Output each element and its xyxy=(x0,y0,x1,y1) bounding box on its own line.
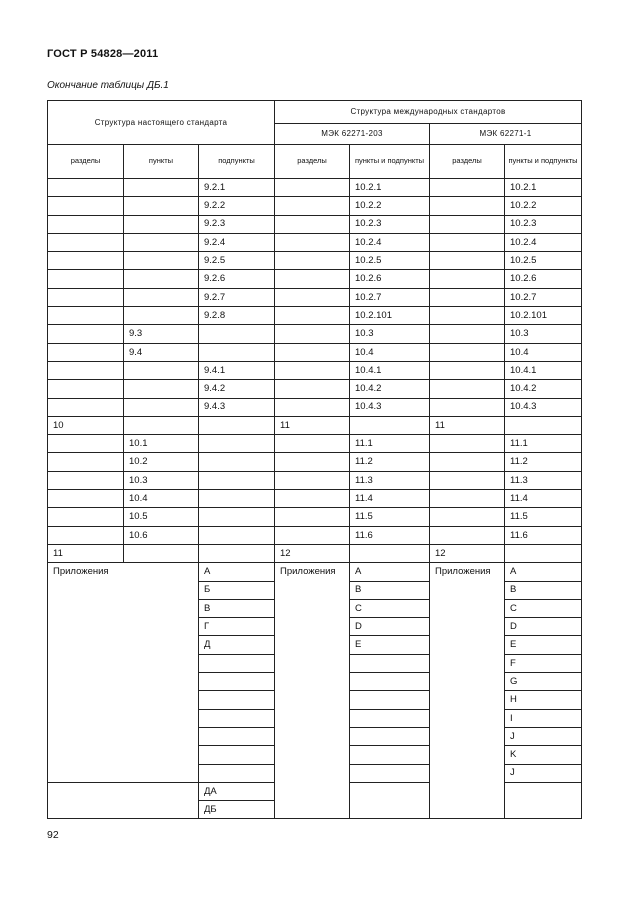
table-cell xyxy=(275,233,350,251)
table-cell xyxy=(48,252,124,270)
document-header: ГОСТ Р 54828—2011 xyxy=(47,48,159,60)
annex-iec-62271-203-item xyxy=(350,727,430,745)
table-cell xyxy=(275,215,350,233)
table-cell xyxy=(430,307,505,325)
table-cell: 10.4.1 xyxy=(350,361,430,379)
table-cell: 11.6 xyxy=(350,526,430,544)
table-cell xyxy=(430,233,505,251)
table-cell xyxy=(199,490,275,508)
table-cell xyxy=(430,325,505,343)
annex-iec-62271-1-item: H xyxy=(505,691,582,709)
table-cell xyxy=(430,490,505,508)
annex-national-item: В xyxy=(199,599,275,617)
table-row xyxy=(48,233,582,251)
table-cell xyxy=(430,197,505,215)
table-cell: 10.4.3 xyxy=(350,398,430,416)
annex-iec-62271-203-item xyxy=(350,673,430,691)
annex-iec-62271-1-item: K xyxy=(505,746,582,764)
header-international-structure: Структура международных стандартов xyxy=(275,101,582,124)
table-cell xyxy=(48,782,199,819)
annex-iec-62271-1-item: C xyxy=(505,599,582,617)
table-cell: 10.2.2 xyxy=(505,197,582,215)
table-cell xyxy=(124,544,199,562)
table-cell xyxy=(430,252,505,270)
table-cell xyxy=(275,270,350,288)
table-cell xyxy=(48,471,124,489)
annex-iec-62271-1-item xyxy=(505,782,582,819)
table-cell: 11.1 xyxy=(350,435,430,453)
table-cell: 10.3 xyxy=(350,325,430,343)
table-cell xyxy=(199,343,275,361)
table-cell: 10.4 xyxy=(505,343,582,361)
annex-iec-62271-203-item xyxy=(350,709,430,727)
table-cell xyxy=(124,179,199,197)
table-row xyxy=(48,197,582,215)
table-cell xyxy=(48,288,124,306)
table-cell: 12 xyxy=(275,544,350,562)
table-cell: 10.2.3 xyxy=(505,215,582,233)
annex-iec-62271-203-item: A xyxy=(350,563,430,581)
table-cell xyxy=(199,453,275,471)
table-cell: 11.3 xyxy=(505,471,582,489)
table-cell: 10.1 xyxy=(124,435,199,453)
table-cell xyxy=(48,453,124,471)
table-cell: 10.4.3 xyxy=(505,398,582,416)
table-cell: 10.2.1 xyxy=(350,179,430,197)
table-row xyxy=(48,508,582,526)
table-cell xyxy=(124,233,199,251)
table-cell: 10.2.5 xyxy=(350,252,430,270)
table-cell: 10.2.7 xyxy=(505,288,582,306)
table-row xyxy=(48,490,582,508)
table-cell: 9.4.1 xyxy=(199,361,275,379)
table-cell xyxy=(430,526,505,544)
table-cell: 10.3 xyxy=(505,325,582,343)
table-cell xyxy=(124,197,199,215)
table-cell: 11.1 xyxy=(505,435,582,453)
table-cell: 11.5 xyxy=(505,508,582,526)
page-number: 92 xyxy=(47,829,59,841)
table-cell xyxy=(430,215,505,233)
annex-national-item: Г xyxy=(199,618,275,636)
table-cell xyxy=(48,215,124,233)
table-cell xyxy=(275,361,350,379)
annex-iec-62271-203-item: B xyxy=(350,581,430,599)
table-cell xyxy=(430,288,505,306)
table-cell: 11.3 xyxy=(350,471,430,489)
col-header: разделы xyxy=(275,145,350,179)
annex-iec-62271-203-item xyxy=(350,691,430,709)
table-cell xyxy=(124,361,199,379)
col-header: пункты и подпункты xyxy=(350,145,430,179)
table-cell xyxy=(275,197,350,215)
col-header: подпункты xyxy=(199,145,275,179)
table-cell xyxy=(124,270,199,288)
table-cell: 10.4.1 xyxy=(505,361,582,379)
table-cell xyxy=(275,380,350,398)
table-cell xyxy=(430,380,505,398)
table-cell xyxy=(275,471,350,489)
table-cell: 10.2.3 xyxy=(350,215,430,233)
table-cell xyxy=(124,307,199,325)
table-row xyxy=(48,398,582,416)
table-cell: 11.5 xyxy=(350,508,430,526)
table-cell xyxy=(505,416,582,434)
table-cell xyxy=(275,508,350,526)
table-cell xyxy=(430,471,505,489)
table-cell: 10.4.2 xyxy=(505,380,582,398)
table-row xyxy=(48,270,582,288)
table-cell: 10.2.6 xyxy=(505,270,582,288)
table-cell: 11 xyxy=(48,544,124,562)
annex-iec-62271-203-item: D xyxy=(350,618,430,636)
annex-label-iec-62271-1: Приложения xyxy=(430,563,505,819)
annex-national-item xyxy=(199,654,275,672)
table-cell: 10.2.6 xyxy=(350,270,430,288)
annex-iec-62271-203-item xyxy=(350,782,430,819)
table-cell: 11.2 xyxy=(350,453,430,471)
table-cell: 10.2.101 xyxy=(505,307,582,325)
table-cell xyxy=(48,270,124,288)
col-header: разделы xyxy=(48,145,124,179)
table-cell xyxy=(199,325,275,343)
table-cell: 10 xyxy=(48,416,124,434)
table-row xyxy=(48,544,582,562)
annex-national-item: А xyxy=(199,563,275,581)
table-cell xyxy=(275,343,350,361)
table-cell xyxy=(199,508,275,526)
table-cell: 9.2.8 xyxy=(199,307,275,325)
table-cell xyxy=(350,544,430,562)
annex-iec-62271-1-item: D xyxy=(505,618,582,636)
annex-iec-62271-203-item xyxy=(350,654,430,672)
table-cell xyxy=(275,325,350,343)
table-cell: 10.2.101 xyxy=(350,307,430,325)
table-cell xyxy=(430,435,505,453)
table-cell xyxy=(48,179,124,197)
table-cell: 11 xyxy=(275,416,350,434)
table-cell xyxy=(199,435,275,453)
table-cell: 9.2.7 xyxy=(199,288,275,306)
annex-iec-62271-203-item: E xyxy=(350,636,430,654)
annex-national-item: ДБ xyxy=(199,801,275,819)
table-cell xyxy=(48,325,124,343)
table-cell xyxy=(430,508,505,526)
annex-iec-62271-203-item xyxy=(350,764,430,782)
table-cell: 10.2.7 xyxy=(350,288,430,306)
table-cell xyxy=(430,453,505,471)
table-cell xyxy=(48,526,124,544)
table-cell: 9.4.3 xyxy=(199,398,275,416)
correspondence-table xyxy=(47,100,582,819)
annex-national-item: ДА xyxy=(199,782,275,800)
table-cell xyxy=(275,453,350,471)
table-row xyxy=(48,416,582,434)
table-cell: 9.2.3 xyxy=(199,215,275,233)
annex-iec-62271-203-item: C xyxy=(350,599,430,617)
table-cell: 10.2.4 xyxy=(350,233,430,251)
table-cell xyxy=(48,508,124,526)
table-cell xyxy=(199,471,275,489)
annex-iec-62271-1-item: A xyxy=(505,563,582,581)
table-cell: 9.2.1 xyxy=(199,179,275,197)
table-cell: 10.2.5 xyxy=(505,252,582,270)
table-row xyxy=(48,252,582,270)
table-cell: 9.2.4 xyxy=(199,233,275,251)
table-row xyxy=(48,453,582,471)
table-cell xyxy=(430,361,505,379)
annex-iec-62271-1-item: I xyxy=(505,709,582,727)
annex-iec-62271-1-item: G xyxy=(505,673,582,691)
table-cell: 9.2.5 xyxy=(199,252,275,270)
table-cell xyxy=(430,179,505,197)
table-cell: 9.2.6 xyxy=(199,270,275,288)
table-cell xyxy=(430,398,505,416)
annex-iec-62271-1-item: J xyxy=(505,764,582,782)
table-cell xyxy=(124,215,199,233)
table-cell xyxy=(275,307,350,325)
table-cell xyxy=(48,343,124,361)
table-cell xyxy=(275,490,350,508)
table-row xyxy=(48,380,582,398)
table-row-annex xyxy=(48,563,582,581)
annex-national-item xyxy=(199,673,275,691)
annex-iec-62271-203-item xyxy=(350,746,430,764)
col-header: разделы xyxy=(430,145,505,179)
table-cell xyxy=(275,288,350,306)
table-cell xyxy=(124,416,199,434)
table-cell xyxy=(48,398,124,416)
header-iec-62271-203: МЭК 62271-203 xyxy=(275,124,430,145)
table-cell: 11.6 xyxy=(505,526,582,544)
annex-national-item: Д xyxy=(199,636,275,654)
table-cell: 9.4.2 xyxy=(199,380,275,398)
col-header: пункты xyxy=(124,145,199,179)
table-row xyxy=(48,361,582,379)
annex-iec-62271-1-item: E xyxy=(505,636,582,654)
table-cell: 10.4 xyxy=(124,490,199,508)
annex-iec-62271-1-item: B xyxy=(505,581,582,599)
annex-label-iec-62271-203: Приложения xyxy=(275,563,350,819)
table-cell xyxy=(430,343,505,361)
annex-label-national: Приложения xyxy=(48,563,199,783)
annex-national-item xyxy=(199,764,275,782)
table-row xyxy=(48,343,582,361)
table-caption: Окончание таблицы ДБ.1 xyxy=(47,80,169,91)
table-cell xyxy=(48,307,124,325)
table-cell: 11.2 xyxy=(505,453,582,471)
table-row xyxy=(48,471,582,489)
header-iec-62271-1: МЭК 62271-1 xyxy=(430,124,582,145)
annex-iec-62271-1-item: F xyxy=(505,654,582,672)
table-cell xyxy=(48,490,124,508)
table-cell: 10.2.2 xyxy=(350,197,430,215)
table-row xyxy=(48,179,582,197)
table-cell xyxy=(124,398,199,416)
table-cell xyxy=(199,544,275,562)
table-cell xyxy=(350,416,430,434)
annex-national-item xyxy=(199,709,275,727)
table-cell xyxy=(430,270,505,288)
table-cell: 9.4 xyxy=(124,343,199,361)
col-header: пункты и подпункты xyxy=(505,145,582,179)
table-row xyxy=(48,526,582,544)
table-cell xyxy=(48,361,124,379)
table-cell: 12 xyxy=(430,544,505,562)
table-cell xyxy=(505,544,582,562)
table-cell: 10.4.2 xyxy=(350,380,430,398)
table-row xyxy=(48,307,582,325)
table-cell xyxy=(275,526,350,544)
annex-national-item: Б xyxy=(199,581,275,599)
table-cell xyxy=(199,416,275,434)
table-cell xyxy=(275,435,350,453)
table-row xyxy=(48,215,582,233)
table-cell: 9.3 xyxy=(124,325,199,343)
table-cell: 10.2.4 xyxy=(505,233,582,251)
table-cell xyxy=(48,233,124,251)
table-cell xyxy=(48,197,124,215)
table-cell: 10.2.1 xyxy=(505,179,582,197)
annex-national-item xyxy=(199,691,275,709)
header-national-structure: Структура настоящего стандарта xyxy=(48,101,275,145)
table-cell: 11 xyxy=(430,416,505,434)
table-cell xyxy=(124,288,199,306)
annex-national-item xyxy=(199,746,275,764)
table-row xyxy=(48,435,582,453)
table-cell: 10.4 xyxy=(350,343,430,361)
table-cell: 11.4 xyxy=(350,490,430,508)
table-cell xyxy=(275,398,350,416)
annex-iec-62271-1-item: J xyxy=(505,727,582,745)
table-row xyxy=(48,288,582,306)
table-cell xyxy=(275,252,350,270)
table-cell xyxy=(124,380,199,398)
table-cell xyxy=(124,252,199,270)
table-cell: 10.3 xyxy=(124,471,199,489)
table-cell: 10.5 xyxy=(124,508,199,526)
table-cell: 10.6 xyxy=(124,526,199,544)
table-cell xyxy=(275,179,350,197)
table-cell: 9.2.2 xyxy=(199,197,275,215)
table-row xyxy=(48,325,582,343)
annex-national-item xyxy=(199,727,275,745)
table-cell: 11.4 xyxy=(505,490,582,508)
table-cell xyxy=(48,380,124,398)
table-cell xyxy=(48,435,124,453)
table-cell: 10.2 xyxy=(124,453,199,471)
table-cell xyxy=(199,526,275,544)
